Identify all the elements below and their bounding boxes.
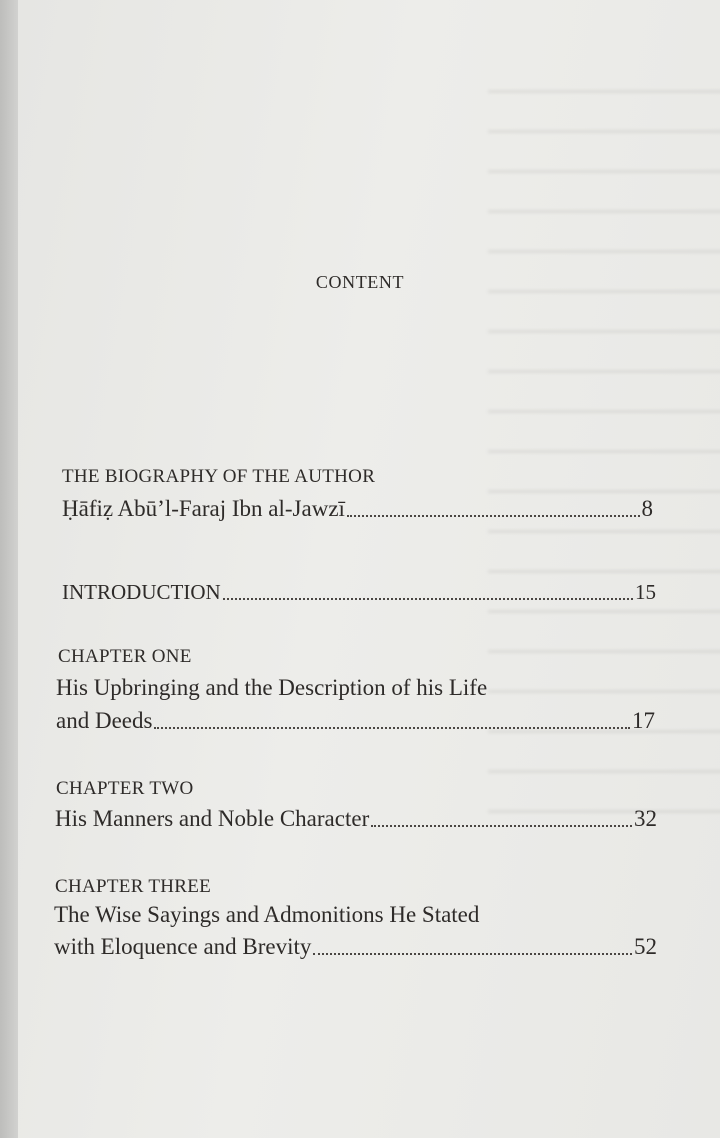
toc-section-label: CHAPTER TWO: [56, 778, 194, 799]
toc-title: His Manners and Noble Character: [55, 806, 370, 831]
toc-page-number: 17: [632, 708, 655, 733]
toc-leader-dots: [223, 598, 633, 600]
toc-line: [62, 496, 653, 522]
toc-title: His Upbringing and the Description of his Life: [56, 675, 488, 700]
book-page: [18, 0, 720, 1138]
toc-section-label: CHAPTER THREE: [55, 876, 212, 897]
toc-title: The Wise Sayings and Admonitions He Stated: [54, 902, 480, 927]
toc-line: [54, 934, 657, 960]
toc-page-number: 52: [634, 934, 657, 959]
toc-title: Ḥāfiẓ Abū’l-Faraj Ibn al-Jawzī: [62, 496, 345, 521]
toc-line: [56, 708, 655, 734]
toc-page-number: 8: [641, 496, 653, 521]
toc-leader-dots: [313, 953, 632, 955]
show-through-text: [488, 60, 720, 820]
toc-line: [55, 806, 657, 832]
page-title: CONTENT: [315, 272, 405, 292]
toc-leader-dots: [154, 727, 630, 729]
toc-page-number: 15: [635, 580, 656, 604]
toc-title: INTRODUCTION: [62, 580, 221, 604]
toc-line: [62, 580, 656, 605]
toc-leader-dots: [347, 515, 640, 517]
toc-section-label: THE BIOGRAPHY OF THE AUTHOR: [62, 466, 376, 487]
toc-title-continued: with Eloquence and Brevity: [54, 934, 312, 959]
toc-page-number: 32: [634, 806, 657, 831]
toc-leader-dots: [371, 825, 632, 827]
toc-section-label: CHAPTER ONE: [58, 646, 192, 667]
toc-title-continued: and Deeds: [56, 708, 153, 733]
